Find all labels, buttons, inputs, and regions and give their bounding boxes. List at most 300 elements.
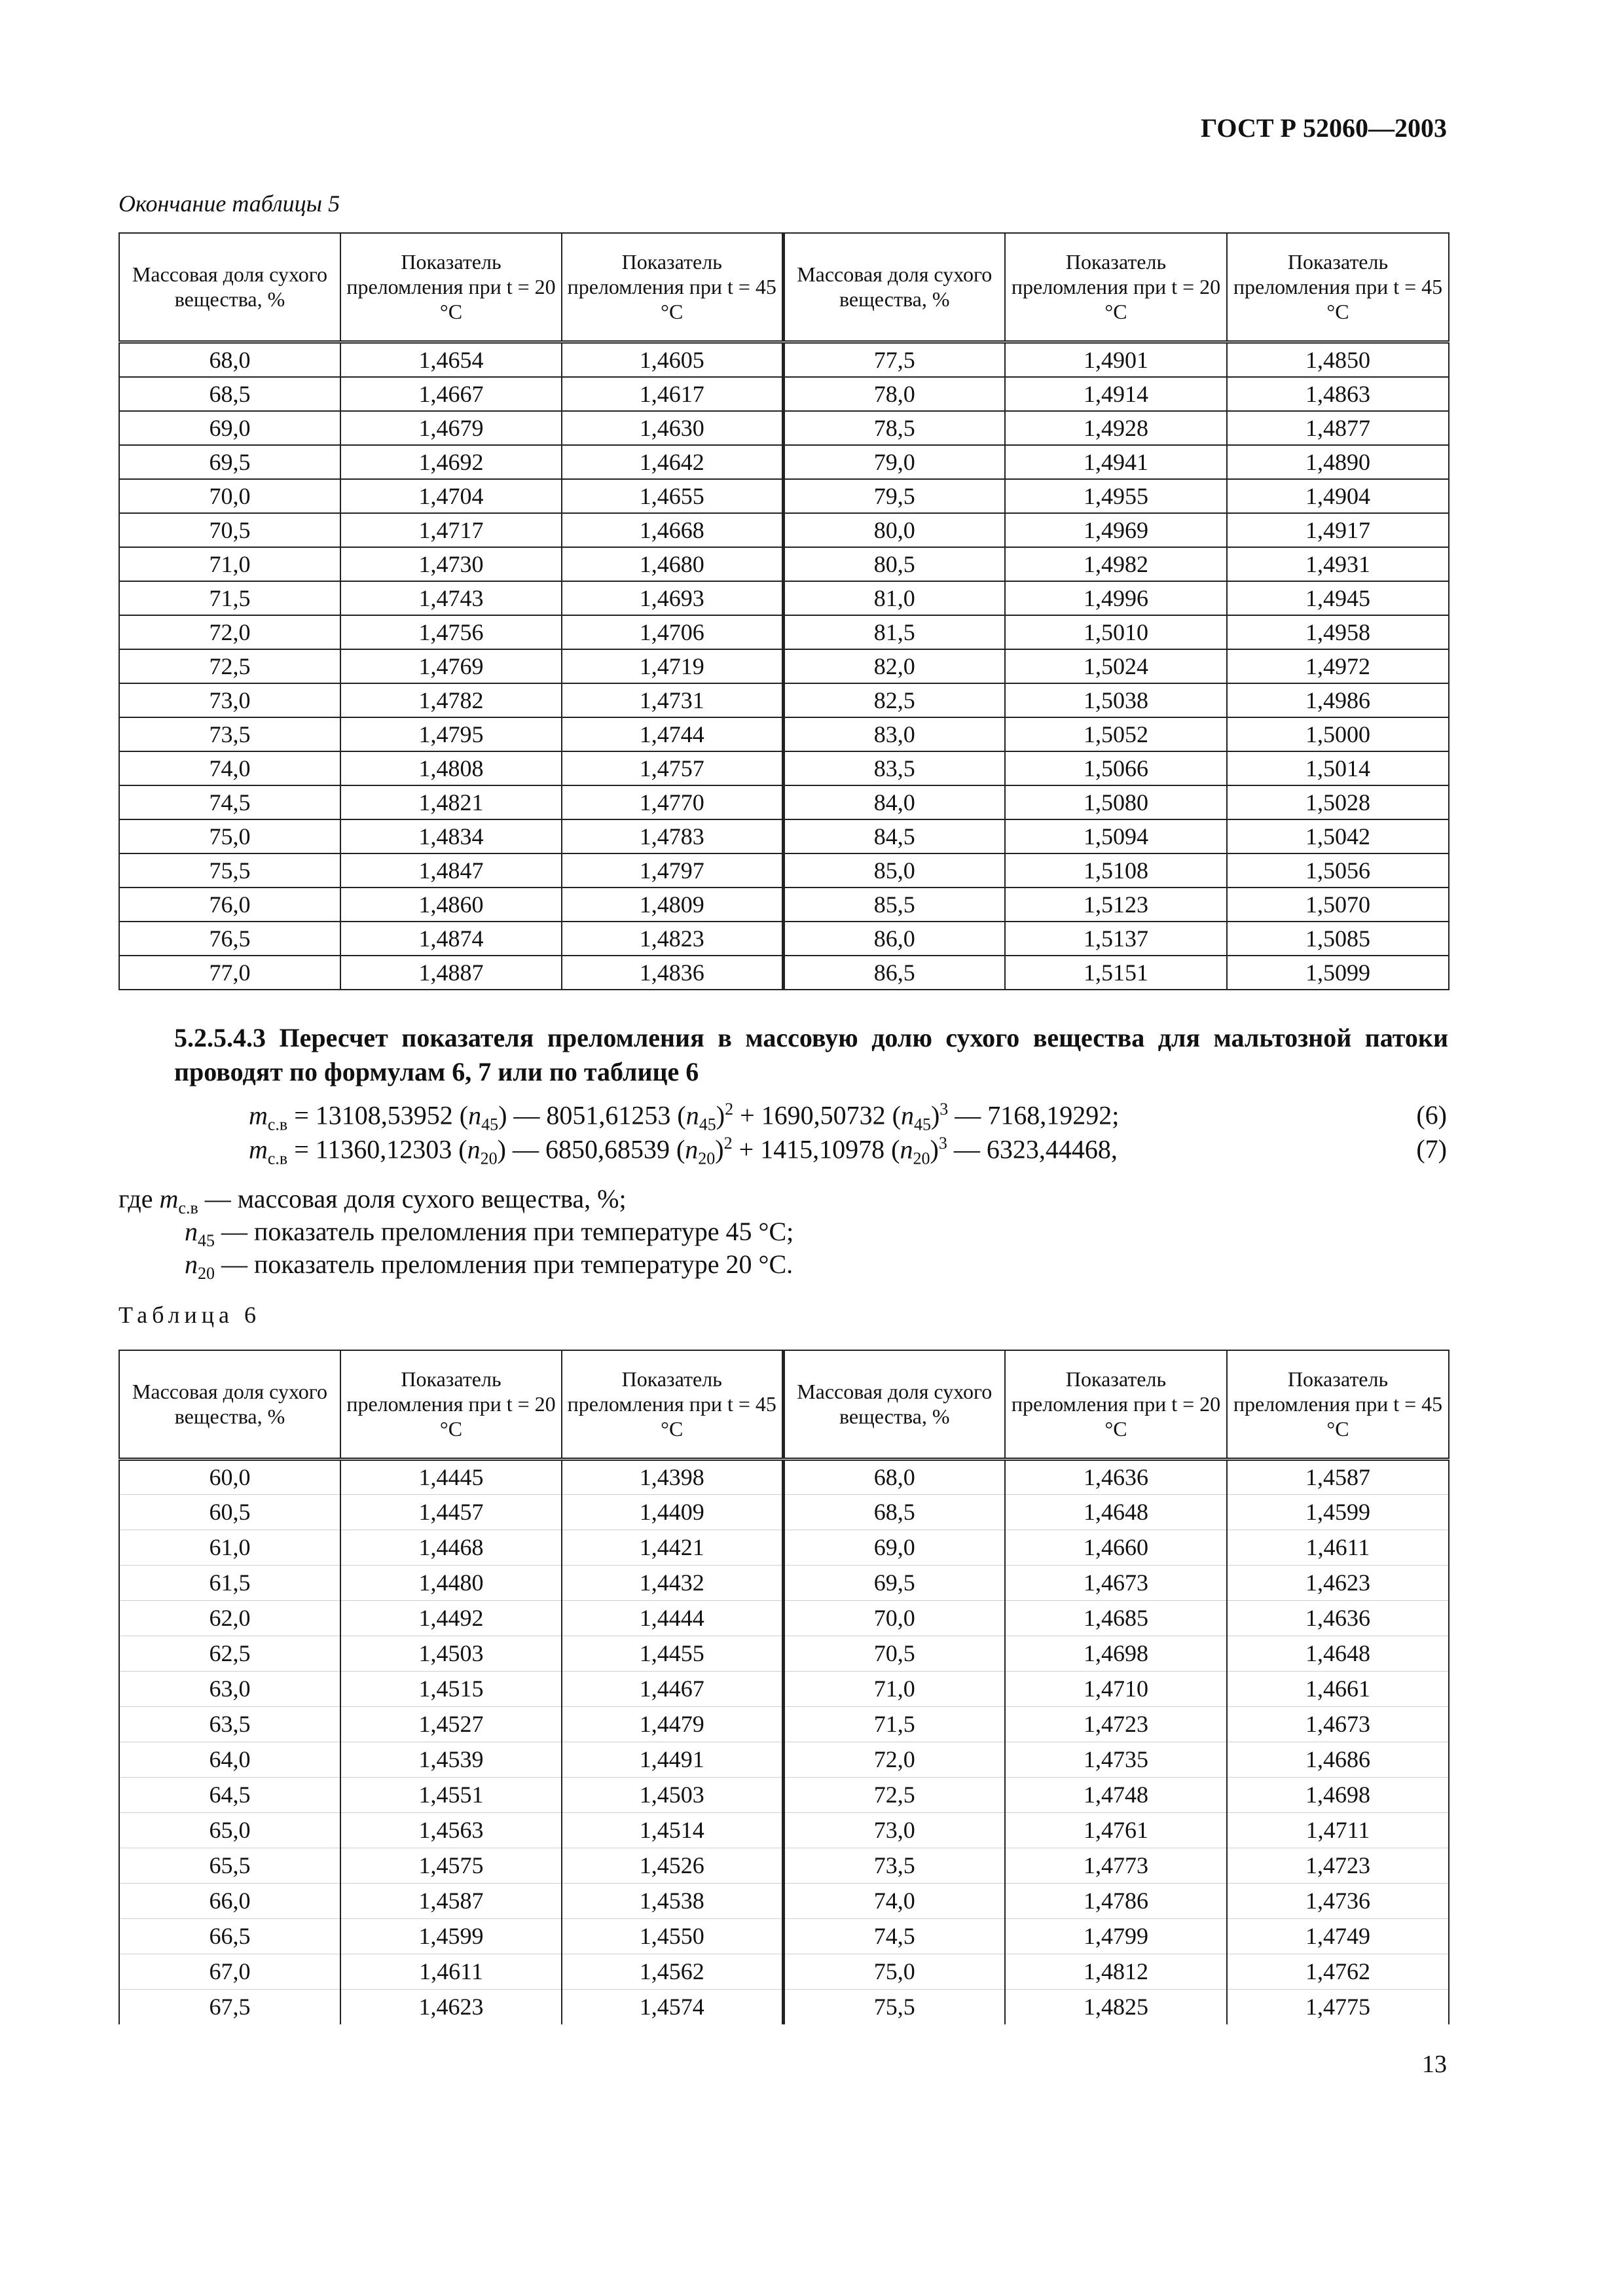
table-cell: 1,4769 [340, 649, 562, 683]
table-cell: 79,0 [783, 445, 1005, 479]
table6-header-cell: Показатель преломления при t = 45 °C [1227, 1350, 1449, 1459]
table-cell: 1,4538 [562, 1883, 783, 1918]
formula-text: + 1415,10978 ( [732, 1134, 900, 1164]
table-cell: 1,4527 [340, 1706, 562, 1742]
table5-header-cell: Показатель преломления при t = 45 °C [562, 233, 783, 342]
table-cell: 78,5 [783, 411, 1005, 445]
table-row [119, 751, 1449, 785]
formula-symbol: m [249, 1134, 268, 1164]
table5-header-cell: Массовая доля сухого вещества, % [783, 233, 1005, 342]
table-cell: 1,4692 [340, 445, 562, 479]
table-cell: 1,4958 [1227, 615, 1449, 649]
table-cell: 1,4503 [340, 1636, 562, 1671]
table-cell: 1,4757 [562, 751, 783, 785]
table-cell: 82,5 [783, 683, 1005, 717]
table-cell: 1,4756 [340, 615, 562, 649]
table-cell: 72,0 [119, 615, 340, 649]
table-cell: 75,5 [783, 1989, 1005, 2024]
formula-symbol: n [900, 1134, 913, 1164]
table-cell: 65,0 [119, 1812, 340, 1848]
table5-header-cell: Показатель преломления при t = 20 °C [1005, 233, 1227, 342]
formula-symbol: n [185, 1217, 198, 1246]
table-cell: 1,4808 [340, 751, 562, 785]
table-row [119, 1812, 1449, 1848]
table-cell: 1,4432 [562, 1565, 783, 1600]
table-cell: 1,4761 [1005, 1812, 1227, 1848]
formula-subscript: с.в [178, 1198, 198, 1217]
table-row [119, 1600, 1449, 1636]
formula-power: 3 [938, 1134, 947, 1153]
table-cell: 66,5 [119, 1918, 340, 1954]
table-cell: 1,4710 [1005, 1671, 1227, 1706]
table-cell: 1,4409 [562, 1494, 783, 1530]
table-cell: 1,4982 [1005, 547, 1227, 581]
formula-text: — 6323,44468, [947, 1134, 1118, 1164]
table-cell: 81,5 [783, 615, 1005, 649]
table-row [119, 1706, 1449, 1742]
table-cell: 1,5070 [1227, 888, 1449, 922]
formula-text: ) [930, 1100, 940, 1130]
table6-header-cell: Показатель преломления при t = 20 °C [340, 1350, 562, 1459]
table-cell: 76,0 [119, 888, 340, 922]
table-cell: 1,4457 [340, 1494, 562, 1530]
table-cell: 68,5 [119, 377, 340, 411]
formula-symbol: m [249, 1100, 268, 1130]
table-cell: 80,0 [783, 513, 1005, 547]
table-cell: 1,4667 [340, 377, 562, 411]
formula-7 [249, 1134, 1118, 1168]
where-prefix: где [119, 1184, 160, 1213]
table-cell: 1,5000 [1227, 717, 1449, 751]
table-cell: 1,4563 [340, 1812, 562, 1848]
table-cell: 1,4611 [340, 1954, 562, 1989]
table-cell: 63,5 [119, 1706, 340, 1742]
where-m-text: — массовая доля сухого вещества, %; [198, 1184, 627, 1213]
table-cell: 1,4799 [1005, 1918, 1227, 1954]
table-cell: 72,0 [783, 1742, 1005, 1777]
formula-subscript: 45 [699, 1115, 716, 1134]
table-row [119, 922, 1449, 956]
formula-symbol: n [900, 1100, 914, 1130]
table-cell: 70,5 [119, 513, 340, 547]
table-cell: 72,5 [119, 649, 340, 683]
table-cell: 70,5 [783, 1636, 1005, 1671]
table-cell: 1,5014 [1227, 751, 1449, 785]
table-row [119, 1954, 1449, 1989]
formula-7-number: (7) [1416, 1134, 1447, 1164]
table-cell: 1,4941 [1005, 445, 1227, 479]
table-cell: 1,4648 [1005, 1494, 1227, 1530]
table-row [119, 342, 1449, 377]
table6-header-cell: Показатель преломления при t = 20 °C [1005, 1350, 1227, 1459]
table-cell: 1,4775 [1227, 1989, 1449, 2024]
table-cell: 61,0 [119, 1530, 340, 1565]
table5-header-cell: Массовая доля сухого вещества, % [119, 233, 340, 342]
table-cell: 1,4719 [562, 649, 783, 683]
table6-body [119, 1459, 1449, 2024]
table5-body [119, 342, 1449, 990]
table-cell: 1,4812 [1005, 1954, 1227, 1989]
table-cell: 1,4795 [340, 717, 562, 751]
table-cell: 83,5 [783, 751, 1005, 785]
table-row [119, 1742, 1449, 1777]
table-row [119, 411, 1449, 445]
table-cell: 1,4698 [1227, 1777, 1449, 1812]
table-cell: 1,4421 [562, 1530, 783, 1565]
table-cell: 70,0 [783, 1600, 1005, 1636]
table-cell: 1,4660 [1005, 1530, 1227, 1565]
table-cell: 1,4551 [340, 1777, 562, 1812]
formula-text: ) [716, 1100, 725, 1130]
table-cell: 1,4562 [562, 1954, 783, 1989]
section-heading: 5.2.5.4.3 Пересчет показателя преломления в массовую долю сухого вещества для мальтозной патоки проводят по формулам 6, 7 или по таблице 6 [174, 1023, 1448, 1086]
table-cell: 82,0 [783, 649, 1005, 683]
table-row [119, 1883, 1449, 1918]
formula-subscript: с.в [267, 1115, 288, 1134]
table-cell: 67,5 [119, 1989, 340, 2024]
table-cell: 71,5 [783, 1706, 1005, 1742]
table-cell: 1,4587 [1227, 1459, 1449, 1494]
formula-text: ) — 8051,61253 ( [498, 1100, 686, 1130]
table-cell: 60,5 [119, 1494, 340, 1530]
table-cell: 1,4661 [1227, 1671, 1449, 1706]
table-cell: 77,5 [783, 342, 1005, 377]
table-cell: 1,4773 [1005, 1848, 1227, 1883]
table-cell: 1,4693 [562, 581, 783, 615]
where-n45 [185, 1216, 793, 1251]
formula-text: = 13108,53952 ( [287, 1100, 469, 1130]
table-cell: 1,4623 [340, 1989, 562, 2024]
table-cell: 1,4723 [1227, 1848, 1449, 1883]
formula-subscript: 20 [198, 1264, 215, 1283]
table-cell: 1,4744 [562, 717, 783, 751]
table-cell: 1,4623 [1227, 1565, 1449, 1600]
table-cell: 1,4642 [562, 445, 783, 479]
table-cell: 1,4605 [562, 342, 783, 377]
table-cell: 62,5 [119, 1636, 340, 1671]
table-cell: 1,4539 [340, 1742, 562, 1777]
table-cell: 68,0 [783, 1459, 1005, 1494]
table-cell: 1,4648 [1227, 1636, 1449, 1671]
table-cell: 1,4762 [1227, 1954, 1449, 1989]
table-row [119, 1989, 1449, 2024]
table-cell: 1,4550 [562, 1918, 783, 1954]
table-cell: 1,4717 [340, 513, 562, 547]
table-cell: 1,4479 [562, 1706, 783, 1742]
table-cell: 1,5010 [1005, 615, 1227, 649]
table-cell: 1,5123 [1005, 888, 1227, 922]
where-m [119, 1183, 627, 1218]
table-cell: 1,4931 [1227, 547, 1449, 581]
table-cell: 72,5 [783, 1777, 1005, 1812]
table-cell: 1,4797 [562, 853, 783, 888]
table-cell: 1,4890 [1227, 445, 1449, 479]
table-cell: 1,4467 [562, 1671, 783, 1706]
formula-subscript: 45 [913, 1115, 931, 1134]
table-cell: 1,5085 [1227, 922, 1449, 956]
table-row [119, 1530, 1449, 1565]
table-cell: 75,0 [783, 1954, 1005, 1989]
formula-6-number: (6) [1416, 1100, 1447, 1130]
table-cell: 1,4928 [1005, 411, 1227, 445]
table-cell: 86,5 [783, 956, 1005, 990]
table-cell: 1,4599 [1227, 1494, 1449, 1530]
table-cell: 73,5 [783, 1848, 1005, 1883]
table-cell: 1,4770 [562, 785, 783, 819]
table6-header-cell: Массовая доля сухого вещества, % [783, 1350, 1005, 1459]
table-cell: 1,5108 [1005, 853, 1227, 888]
table-cell: 69,5 [119, 445, 340, 479]
table-cell: 1,4587 [340, 1883, 562, 1918]
table-cell: 1,4887 [340, 956, 562, 990]
table-cell: 1,4630 [562, 411, 783, 445]
formula-symbol: m [159, 1184, 179, 1213]
table-row [119, 683, 1449, 717]
table-cell: 1,5028 [1227, 785, 1449, 819]
formula-power: 2 [723, 1134, 733, 1153]
table-cell: 1,4743 [340, 581, 562, 615]
table-cell: 70,0 [119, 479, 340, 513]
table-cell: 1,4874 [340, 922, 562, 956]
table-cell: 75,0 [119, 819, 340, 853]
table-cell: 1,4711 [1227, 1812, 1449, 1848]
table-row [119, 615, 1449, 649]
table-cell: 1,4969 [1005, 513, 1227, 547]
table-cell: 1,4847 [340, 853, 562, 888]
table-cell: 1,4986 [1227, 683, 1449, 717]
table-cell: 1,4444 [562, 1600, 783, 1636]
table-cell: 1,4904 [1227, 479, 1449, 513]
table-cell: 1,4730 [340, 547, 562, 581]
page-number: 13 [1422, 2051, 1447, 2078]
table-cell: 1,4680 [562, 547, 783, 581]
table-cell: 73,0 [119, 683, 340, 717]
table-cell: 80,5 [783, 547, 1005, 581]
table-cell: 1,4972 [1227, 649, 1449, 683]
table-row [119, 956, 1449, 990]
table-row [119, 717, 1449, 751]
table6-header-cell: Показатель преломления при t = 45 °C [562, 1350, 783, 1459]
formula-symbol: n [468, 1100, 482, 1130]
table6-header-cell: Массовая доля сухого вещества, % [119, 1350, 340, 1459]
table-cell: 1,5052 [1005, 717, 1227, 751]
table-cell: 1,4636 [1227, 1600, 1449, 1636]
table-cell: 1,4850 [1227, 342, 1449, 377]
table-cell: 1,4686 [1227, 1742, 1449, 1777]
table-cell: 64,0 [119, 1742, 340, 1777]
table-cell: 1,4617 [562, 377, 783, 411]
table-row [119, 1494, 1449, 1530]
table-cell: 73,5 [119, 717, 340, 751]
formula-text: — 7168,19292; [948, 1100, 1120, 1130]
table-cell: 65,5 [119, 1848, 340, 1883]
formula-6 [249, 1100, 1119, 1134]
table-cell: 1,4445 [340, 1459, 562, 1494]
table-cell: 74,0 [783, 1883, 1005, 1918]
table-cell: 1,4685 [1005, 1600, 1227, 1636]
table-row [119, 1848, 1449, 1883]
table-cell: 1,4914 [1005, 377, 1227, 411]
table-row [119, 1565, 1449, 1600]
formula-subscript: 20 [480, 1149, 498, 1168]
table6-header-row [119, 1350, 1449, 1459]
table-cell: 1,4480 [340, 1565, 562, 1600]
table-row [119, 819, 1449, 853]
table-cell: 62,0 [119, 1600, 340, 1636]
table-cell: 1,4526 [562, 1848, 783, 1883]
table-cell: 84,5 [783, 819, 1005, 853]
table6-caption: Таблица 6 [119, 1302, 261, 1328]
table-cell: 66,0 [119, 1883, 340, 1918]
table-cell: 69,5 [783, 1565, 1005, 1600]
table-row [119, 888, 1449, 922]
table-cell: 1,4877 [1227, 411, 1449, 445]
table-cell: 1,4786 [1005, 1883, 1227, 1918]
table-cell: 1,4654 [340, 342, 562, 377]
document-header: ГОСТ Р 52060—2003 [1200, 113, 1447, 143]
table-cell: 1,4704 [340, 479, 562, 513]
formula-power: 2 [725, 1100, 734, 1119]
table5 [119, 232, 1450, 990]
table-row [119, 377, 1449, 411]
table-cell: 68,5 [783, 1494, 1005, 1530]
table-row [119, 1918, 1449, 1954]
table-cell: 1,4735 [1005, 1742, 1227, 1777]
table-row [119, 479, 1449, 513]
table-cell: 69,0 [783, 1530, 1005, 1565]
where-n20 [185, 1249, 793, 1283]
table-cell: 1,4668 [562, 513, 783, 547]
formula-text: ) [930, 1134, 939, 1164]
formula-symbol: n [185, 1249, 198, 1279]
table-cell: 1,5066 [1005, 751, 1227, 785]
table-cell: 1,4599 [340, 1918, 562, 1954]
table-cell: 85,0 [783, 853, 1005, 888]
table5-caption: Окончание таблицы 5 [119, 190, 340, 217]
formula-symbol: n [467, 1134, 481, 1164]
table-cell: 1,4825 [1005, 1989, 1227, 2024]
table-cell: 86,0 [783, 922, 1005, 956]
table-row [119, 649, 1449, 683]
table-cell: 1,4955 [1005, 479, 1227, 513]
table-row [119, 547, 1449, 581]
table-cell: 1,4749 [1227, 1918, 1449, 1954]
table-cell: 69,0 [119, 411, 340, 445]
table-cell: 1,4503 [562, 1777, 783, 1812]
table-row [119, 1459, 1449, 1494]
table-row [119, 1636, 1449, 1671]
table-cell: 1,4706 [562, 615, 783, 649]
table-cell: 68,0 [119, 342, 340, 377]
table-cell: 71,0 [119, 547, 340, 581]
table-cell: 1,5056 [1227, 853, 1449, 888]
table-row [119, 1777, 1449, 1812]
table-row [119, 785, 1449, 819]
table5-header-row [119, 233, 1449, 342]
table-cell: 75,5 [119, 853, 340, 888]
table-cell: 1,4731 [562, 683, 783, 717]
table-cell: 76,5 [119, 922, 340, 956]
table-cell: 1,4515 [340, 1671, 562, 1706]
table-cell: 1,4679 [340, 411, 562, 445]
formula-power: 3 [939, 1100, 949, 1119]
table-cell: 74,0 [119, 751, 340, 785]
formula-text: = 11360,12303 ( [287, 1134, 467, 1164]
formula-symbol: n [685, 1100, 699, 1130]
table-row [119, 445, 1449, 479]
formula-subscript: 20 [698, 1149, 716, 1168]
table-cell: 1,4636 [1005, 1459, 1227, 1494]
table-cell: 78,0 [783, 377, 1005, 411]
table-cell: 1,4491 [562, 1742, 783, 1777]
formula-text: ) [715, 1134, 724, 1164]
table-cell: 1,4736 [1227, 1883, 1449, 1918]
where-n45-text: — показатель преломления при температуре 45 °C; [215, 1217, 794, 1246]
table-cell: 1,4821 [340, 785, 562, 819]
table-cell: 74,5 [783, 1918, 1005, 1954]
table-cell: 73,0 [783, 1812, 1005, 1848]
table-row [119, 581, 1449, 615]
table-cell: 1,4611 [1227, 1530, 1449, 1565]
table-cell: 1,4455 [562, 1636, 783, 1671]
table-cell: 67,0 [119, 1954, 340, 1989]
table-cell: 64,5 [119, 1777, 340, 1812]
table-cell: 1,5094 [1005, 819, 1227, 853]
table-cell: 79,5 [783, 479, 1005, 513]
table-cell: 1,4901 [1005, 342, 1227, 377]
table-cell: 1,5080 [1005, 785, 1227, 819]
formula-text: ) — 6850,68539 ( [497, 1134, 685, 1164]
formula-subscript: 45 [481, 1115, 499, 1134]
where-n20-text: — показатель преломления при температуре 20 °C. [215, 1249, 793, 1279]
formula-symbol: n [685, 1134, 699, 1164]
table-cell: 1,4917 [1227, 513, 1449, 547]
section-5-2-5-4-3 [119, 1021, 1448, 1089]
table-cell: 60,0 [119, 1459, 340, 1494]
table-cell: 1,5038 [1005, 683, 1227, 717]
table-cell: 1,4834 [340, 819, 562, 853]
table-cell: 1,4723 [1005, 1706, 1227, 1742]
table-cell: 81,0 [783, 581, 1005, 615]
table-cell: 1,4945 [1227, 581, 1449, 615]
formula-text: + 1690,50732 ( [733, 1100, 901, 1130]
table-cell: 1,5151 [1005, 956, 1227, 990]
table-cell: 1,4468 [340, 1530, 562, 1565]
table-cell: 74,5 [119, 785, 340, 819]
table-cell: 1,4836 [562, 956, 783, 990]
table-cell: 1,4809 [562, 888, 783, 922]
table-cell: 71,0 [783, 1671, 1005, 1706]
table-cell: 63,0 [119, 1671, 340, 1706]
table-cell: 1,4782 [340, 683, 562, 717]
table-cell: 1,4655 [562, 479, 783, 513]
table-cell: 1,4823 [562, 922, 783, 956]
table-cell: 1,4863 [1227, 377, 1449, 411]
table-cell: 1,4783 [562, 819, 783, 853]
table-cell: 1,4698 [1005, 1636, 1227, 1671]
table-row [119, 1671, 1449, 1706]
formula-subscript: 20 [913, 1149, 930, 1168]
table-cell: 85,5 [783, 888, 1005, 922]
table5-header-cell: Показатель преломления при t = 20 °C [340, 233, 562, 342]
table-cell: 1,4575 [340, 1848, 562, 1883]
formula-subscript: с.в [267, 1149, 288, 1168]
table6 [119, 1350, 1450, 2024]
table-cell: 1,4492 [340, 1600, 562, 1636]
table-cell: 1,5042 [1227, 819, 1449, 853]
table-cell: 1,4996 [1005, 581, 1227, 615]
table-cell: 83,0 [783, 717, 1005, 751]
